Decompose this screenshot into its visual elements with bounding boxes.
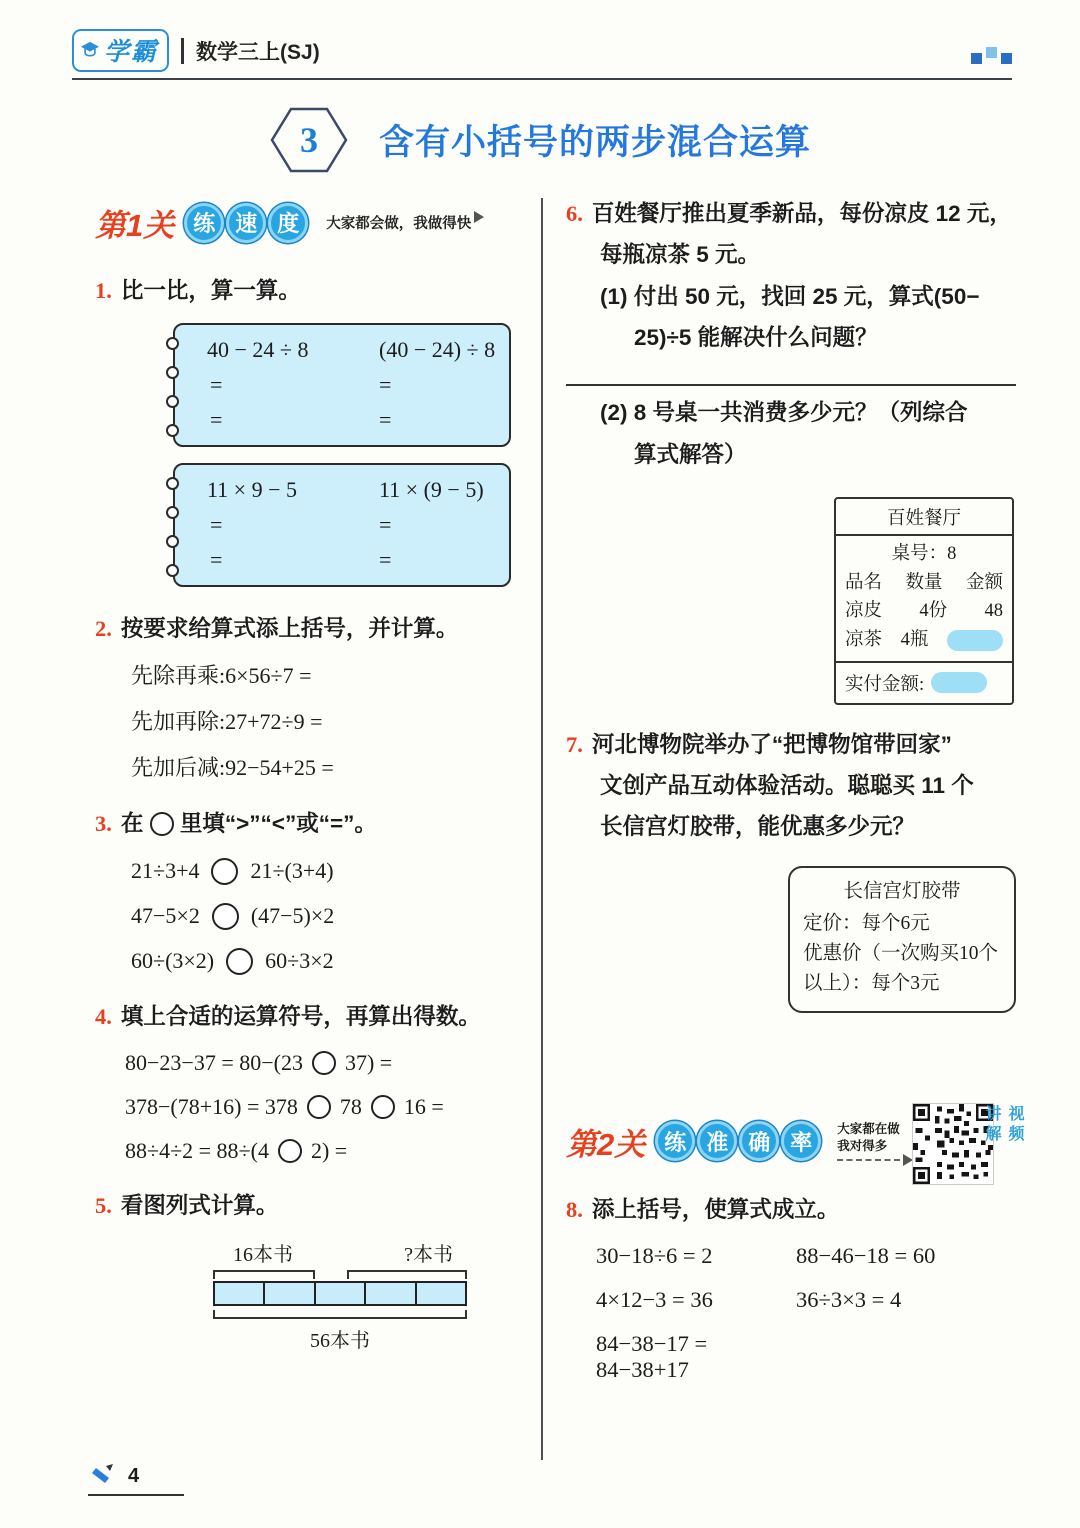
segmented-bar bbox=[213, 1281, 467, 1306]
spiral-ring-icon bbox=[166, 506, 179, 519]
answer-circle bbox=[278, 1139, 302, 1163]
bar-cell bbox=[265, 1283, 315, 1304]
section-2-label: 第2关 bbox=[566, 1126, 646, 1162]
section-1-header bbox=[95, 200, 525, 245]
receipt-cell: 4瓶 bbox=[900, 630, 929, 651]
answer-circle bbox=[312, 1051, 336, 1075]
badge-char: 练 bbox=[655, 1121, 695, 1161]
edition-label: 数学三上(SJ) bbox=[196, 40, 320, 64]
equals-sign: = bbox=[210, 546, 223, 572]
card-title: 长信宫灯胶带 bbox=[843, 880, 961, 902]
work-line bbox=[207, 547, 501, 573]
expression: 21÷3+4 bbox=[131, 858, 200, 883]
operator-row bbox=[125, 1050, 525, 1076]
equals-sign: = bbox=[210, 371, 223, 397]
expression: 80−23−37 = 80−(23 bbox=[125, 1050, 303, 1075]
underbrace bbox=[213, 1310, 467, 1319]
diagram-brackets bbox=[213, 1270, 467, 1279]
bar-cell bbox=[215, 1283, 265, 1304]
expression: 2) = bbox=[310, 1138, 348, 1163]
arrow-head-icon bbox=[474, 211, 484, 223]
operator-row bbox=[125, 1094, 525, 1120]
problem-text: 文创产品互动体验活动。聪聪买 11 个 bbox=[600, 773, 974, 799]
problem-6 bbox=[566, 200, 1016, 705]
diagram-label-left: 16本书 bbox=[233, 1243, 293, 1266]
problem-2 bbox=[95, 613, 525, 783]
equals-sign: = bbox=[379, 406, 392, 432]
equation-row bbox=[596, 1331, 1016, 1383]
problem-number: 5. bbox=[95, 1193, 112, 1218]
chapter-heading bbox=[0, 106, 1080, 174]
bar-diagram bbox=[213, 1238, 467, 1353]
problem-7 bbox=[566, 731, 1016, 1013]
problem-text: 看图列式计算。 bbox=[120, 1193, 279, 1218]
receipt-col: 金额 bbox=[965, 572, 1003, 593]
problem-number: 1. bbox=[95, 278, 112, 303]
expression: (40 − 24) ÷ 8 bbox=[379, 336, 496, 362]
video-explain-label: 视频讲解 bbox=[983, 1104, 1023, 1145]
expression: 16 = bbox=[403, 1094, 444, 1119]
expression-row bbox=[207, 477, 501, 503]
problem-2-heading bbox=[95, 613, 525, 645]
receipt-table-number: 桌号：8 bbox=[891, 544, 957, 565]
problem-text: 比一比，算一算。 bbox=[120, 278, 301, 303]
page-header bbox=[72, 40, 1012, 80]
expression: 37) = bbox=[344, 1050, 393, 1075]
brand bbox=[72, 29, 320, 72]
receipt-title: 百姓餐厅 bbox=[836, 499, 1012, 536]
logo-text: 学霸 bbox=[104, 38, 159, 66]
expression: 88−46−18 = 60 bbox=[796, 1243, 936, 1269]
section-2 bbox=[566, 1104, 1023, 1164]
expression: 4×12−3 = 36 bbox=[596, 1287, 713, 1313]
answer-oval bbox=[947, 630, 1003, 651]
tagline-text: 大家都在做 bbox=[837, 1122, 900, 1137]
problem-text: 算式解答） bbox=[634, 441, 747, 467]
answer-blank-line bbox=[566, 384, 1016, 386]
problem-8-heading bbox=[566, 1194, 1016, 1226]
problem-text: 百姓餐厅推出夏季新品，每份凉皮 12 元， bbox=[591, 201, 1012, 226]
problem-text: (1) 付出 50 元，找回 25 元，算式(50− bbox=[600, 283, 980, 309]
spiral-ring-icon bbox=[166, 564, 179, 577]
receipt-total-label: 实付金额: bbox=[845, 674, 925, 695]
equals-sign: = bbox=[379, 511, 392, 537]
problem-text: 填上合适的运算符号，再算出得数。 bbox=[120, 1003, 481, 1029]
expression: 40 − 24 ÷ 8 bbox=[207, 336, 309, 362]
exercise-line: 先除再乘:6×56÷7 = bbox=[131, 663, 312, 688]
expression: (47−5)×2 bbox=[250, 903, 335, 928]
spiral-ring-icon bbox=[166, 366, 179, 379]
graduation-cap-icon bbox=[80, 41, 100, 59]
expression: 60÷(3×2) bbox=[131, 948, 215, 973]
page-footer bbox=[88, 1463, 184, 1496]
work-line bbox=[207, 372, 501, 398]
section-1-label: 第1关 bbox=[95, 208, 175, 243]
problem-5-heading bbox=[95, 1190, 525, 1222]
equation-row bbox=[596, 1243, 1016, 1269]
receipt-cell: 凉皮 bbox=[845, 601, 883, 622]
expression: 78 bbox=[339, 1094, 362, 1119]
problem-number: 8. bbox=[566, 1196, 583, 1222]
expression: 84−38−17 = 84−38+17 bbox=[596, 1331, 708, 1383]
badge-char: 练 bbox=[184, 203, 224, 243]
section-1-badge bbox=[184, 203, 308, 243]
logo bbox=[72, 29, 169, 72]
section-1-tagline bbox=[326, 212, 471, 233]
equals-sign: = bbox=[210, 406, 223, 432]
equation-row bbox=[596, 1287, 1016, 1313]
problem-7-heading bbox=[566, 731, 1016, 759]
notebook-box-2 bbox=[173, 463, 511, 587]
pixel-square-icon bbox=[971, 53, 982, 64]
problem-1-heading bbox=[95, 275, 525, 307]
badge-char: 率 bbox=[781, 1121, 821, 1161]
expression: 11 × 9 − 5 bbox=[207, 476, 297, 502]
brand-divider bbox=[181, 38, 184, 64]
equals-sign: = bbox=[379, 546, 392, 572]
problem-text: (2) 8 号桌一共消费多少元？（列综合 bbox=[600, 400, 968, 426]
page-number: 4 bbox=[128, 1464, 140, 1487]
pixel-square-icon bbox=[1001, 53, 1012, 64]
receipt-body bbox=[836, 536, 1012, 661]
problem-text: 按要求给算式添上括号，并计算。 bbox=[120, 615, 459, 641]
section-2-badge bbox=[655, 1121, 821, 1161]
exercise-line: 先加后减:92−54+25 = bbox=[131, 755, 334, 780]
problem-1 bbox=[95, 275, 525, 587]
problem-number: 7. bbox=[566, 731, 583, 757]
tagline-text: 大家都会做，我做得快 bbox=[326, 216, 472, 232]
work-line bbox=[207, 407, 501, 433]
problem-text: 长信宫灯胶带，能优惠多少元？ bbox=[600, 814, 916, 840]
expression: 88÷4÷2 = 88÷(4 bbox=[125, 1138, 269, 1163]
problem-6-heading bbox=[566, 200, 1016, 228]
spiral-ring-icon bbox=[166, 535, 179, 548]
problem-number: 6. bbox=[566, 201, 583, 226]
pencil-icon bbox=[88, 1463, 114, 1489]
answer-circle bbox=[150, 812, 174, 836]
exercise-line: 先加再除:27+72÷9 = bbox=[131, 709, 323, 734]
equals-sign: = bbox=[210, 511, 223, 537]
receipt-col: 品名 bbox=[845, 572, 883, 593]
badge-char: 速 bbox=[226, 203, 266, 243]
expression: 47−5×2 bbox=[131, 903, 200, 928]
dashed-arrow bbox=[837, 1159, 900, 1161]
receipt-cell: 4份 bbox=[919, 601, 948, 622]
spiral-ring-icon bbox=[166, 424, 179, 437]
corner-pixels-decoration bbox=[971, 47, 1012, 72]
bracket-left bbox=[213, 1270, 315, 1279]
receipt-cell: 48 bbox=[984, 601, 1003, 622]
answer-circle bbox=[226, 948, 253, 975]
problem-text: 河北博物院举办了“把博物馆带回家” bbox=[591, 731, 952, 757]
problem-8 bbox=[566, 1194, 1016, 1384]
diagram-labels bbox=[213, 1238, 467, 1267]
equals-sign: = bbox=[379, 371, 392, 397]
expression: 36÷3×3 = 4 bbox=[796, 1287, 902, 1313]
chapter-number: 3 bbox=[299, 120, 318, 160]
work-line bbox=[207, 512, 501, 538]
expression: 60÷3×2 bbox=[265, 948, 334, 973]
badge-char: 度 bbox=[268, 203, 308, 243]
tagline-text: 我对得多 bbox=[837, 1139, 888, 1154]
answer-circle bbox=[211, 858, 238, 885]
answer-circle bbox=[212, 903, 239, 930]
right-column bbox=[566, 200, 1023, 1383]
badge-char: 确 bbox=[739, 1121, 779, 1161]
problem-4 bbox=[95, 1001, 525, 1165]
expression: 11 × (9 − 5) bbox=[379, 476, 484, 502]
receipt-row bbox=[845, 597, 1003, 626]
receipt-row bbox=[845, 626, 1003, 655]
problem-text: 里填“>”“<”或“=”。 bbox=[179, 811, 377, 836]
expression-row bbox=[207, 337, 501, 363]
pixel-square-icon bbox=[986, 47, 997, 58]
answer-circle bbox=[371, 1095, 395, 1119]
comparison-row bbox=[131, 858, 525, 885]
receipt-column-headers bbox=[845, 569, 1003, 598]
badge-char: 准 bbox=[697, 1121, 737, 1161]
expression: 30−18÷6 = 2 bbox=[596, 1243, 713, 1269]
problem-text: 在 bbox=[120, 811, 144, 836]
bar-cell bbox=[366, 1283, 416, 1304]
price-info-card bbox=[788, 866, 1016, 1013]
problem-number: 2. bbox=[95, 615, 112, 641]
diagram-label-total: 56本书 bbox=[310, 1329, 370, 1352]
card-line: 定价：每个6元 bbox=[803, 913, 930, 934]
operator-row bbox=[125, 1138, 525, 1164]
receipt-total-row bbox=[836, 661, 1012, 703]
answer-circle bbox=[307, 1095, 331, 1119]
problem-text: 每瓶凉茶 5 元。 bbox=[600, 242, 761, 268]
notebook-box-1 bbox=[173, 323, 511, 447]
comparison-row bbox=[131, 948, 525, 975]
chapter-number-badge bbox=[269, 106, 349, 174]
expression: 378−(78+16) = 378 bbox=[125, 1094, 298, 1119]
chapter-title: 含有小括号的两步混合运算 bbox=[378, 123, 811, 162]
column-divider bbox=[541, 198, 543, 1460]
receipt-card bbox=[834, 497, 1014, 705]
diagram-label-right: ?本书 bbox=[404, 1243, 453, 1266]
bar-cell bbox=[316, 1283, 366, 1304]
problem-number: 3. bbox=[95, 811, 112, 836]
section-2-tagline bbox=[837, 1121, 900, 1161]
bracket-right bbox=[347, 1270, 467, 1279]
bar-cell bbox=[417, 1283, 465, 1304]
left-column bbox=[95, 200, 525, 1353]
problem-text: 25)÷5 能解决什么问题？ bbox=[634, 325, 878, 351]
card-line: 优惠价（一次购买10个 bbox=[803, 943, 999, 965]
problem-5 bbox=[95, 1190, 525, 1353]
problem-4-heading bbox=[95, 1001, 525, 1033]
spiral-ring-icon bbox=[166, 395, 179, 408]
spiral-ring-icon bbox=[166, 477, 179, 490]
receipt-col: 数量 bbox=[905, 572, 943, 593]
expression: 21÷(3+4) bbox=[250, 858, 334, 883]
problem-3 bbox=[95, 808, 525, 975]
receipt-cell: 凉茶 bbox=[845, 630, 883, 651]
card-line: 以上）：每个3元 bbox=[803, 973, 940, 995]
spiral-ring-icon bbox=[166, 337, 179, 350]
problem-text: 添上括号，使算式成立。 bbox=[591, 1196, 840, 1222]
problem-3-heading bbox=[95, 808, 525, 840]
comparison-row bbox=[131, 903, 525, 930]
answer-oval bbox=[931, 672, 987, 693]
problem-number: 4. bbox=[95, 1003, 112, 1029]
